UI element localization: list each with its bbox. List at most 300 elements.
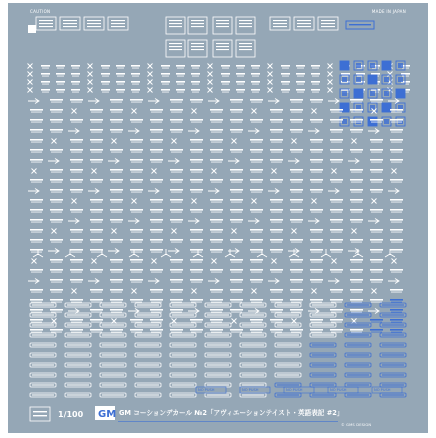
caution-text-decal [231,242,242,243]
caution-text-decal [72,76,79,77]
title-underline [118,421,338,422]
caution-text-decal [102,68,109,69]
copyright-label: © GMS DESIGN [341,423,372,427]
caution-text-decal [90,229,103,231]
decal-text-line [273,20,287,21]
caution-text-decal [42,76,49,77]
caution-text-decal [297,76,304,77]
caution-text-decal [390,319,403,321]
caution-text-decal [390,139,403,141]
caution-text-decal [291,292,302,293]
caution-text-decal [391,182,402,183]
caution-text-decal [250,329,263,331]
caution-text-decal [351,282,362,283]
caution-text-decal [51,112,62,113]
caution-text-decal [270,309,283,311]
caution-text-decal [70,119,83,121]
caution-text-decal [56,89,65,91]
caution-text-decal [31,252,42,253]
caution-text-decal [130,249,143,251]
caution-text-decal [250,229,263,231]
caution-text-decal [190,259,203,261]
caution-text-decal [237,92,244,93]
caution-text-decal [130,269,143,271]
caution-text-decal [270,269,283,271]
caution-text-decal [91,302,102,303]
caution-text-decal [30,319,43,321]
stencil-text [242,325,264,326]
stencil-text [382,365,404,366]
caution-text-decal [131,152,142,153]
product-title: GM コーションデカール №2「アヴィエーションテイスト・英語表記 #2」 [119,409,344,417]
stencil-text [67,365,89,366]
caution-text-decal [30,109,43,111]
caution-text-decal [371,322,382,323]
caution-text-decal [110,109,123,111]
stencil-text [382,325,404,326]
caution-text-decal [231,152,242,153]
caution-text-decal [391,302,402,303]
caution-text-decal [210,329,223,331]
caution-text-decal [351,172,362,173]
caution-text-decal [170,269,183,271]
scale-tag-line [33,411,47,412]
caution-text-decal [131,65,140,67]
caution-text-decal [370,189,383,191]
caution-text-decal [110,199,123,201]
caution-text-decal [350,99,363,101]
caution-text-decal [151,242,162,243]
caution-text-decal [350,109,363,111]
caution-text-decal [191,122,202,123]
caution-text-decal [310,209,323,211]
caution-text-decal [31,332,42,333]
caution-text-decal [250,169,263,171]
caution-text-decal [370,259,383,261]
caution-text-decal [331,222,342,223]
caution-text-decal [250,299,263,301]
caution-text-decal [310,329,323,331]
stencil-text [137,335,159,336]
caution-text-decal [210,289,223,291]
caution-text-decal [130,119,143,121]
caution-text-decal [390,269,403,271]
stencil-text [207,315,229,316]
caution-text-decal [117,92,124,93]
caution-text-decal [150,289,163,291]
caution-text-decal [191,182,202,183]
caution-text-decal [177,68,184,69]
caution-text-decal [236,89,245,91]
caution-text-decal [90,109,103,111]
caution-text-decal [177,84,184,85]
caution-text-decal [50,309,63,311]
caution-text-decal [151,202,162,203]
decal-text-line [216,26,229,27]
caution-text-decal [270,239,283,241]
caution-text-decal [291,212,302,213]
caution-text-decal [391,292,402,293]
caution-text-decal [57,68,64,69]
caution-text-decal [170,99,183,101]
caution-text-decal [330,229,343,231]
caution-text-decal [31,112,42,113]
caution-text-decal [371,282,382,283]
stencil-text [102,345,124,346]
caution-text-decal [270,159,283,161]
caution-text-decal [42,92,49,93]
caution-text-decal [310,139,323,141]
caution-text-decal [351,262,362,263]
stencil-text [312,375,334,376]
caution-text-decal [310,189,323,191]
caution-text-decal [191,252,202,253]
caution-text-decal [111,132,122,133]
caution-text-decal [210,149,223,151]
caution-text-decal [230,279,243,281]
caution-text-decal [291,102,302,103]
caution-text-decal [101,81,110,83]
caution-text-decal [270,199,283,201]
caution-text-decal [231,312,242,313]
caution-text-decal [310,319,323,321]
caution-text-decal [251,162,262,163]
stencil-text [67,315,89,316]
caution-text-decal [370,279,383,281]
decal-text-line [239,46,252,47]
caution-text-decal [170,109,183,111]
caution-text-decal [51,272,62,273]
caution-text-decal [91,272,102,273]
caution-text-decal [110,169,123,171]
stencil-text [382,335,404,336]
caution-text-decal [111,182,122,183]
caution-text-decal [171,152,182,153]
caution-text-decal [191,162,202,163]
decal-text-line [191,49,204,50]
caution-text-decal [221,73,230,75]
caution-text-decal [271,162,282,163]
caution-text-decal [116,65,125,67]
decal-text-line [191,46,204,47]
caution-text-decal [270,219,283,221]
stencil-text [382,395,404,396]
caution-text-decal [231,282,242,283]
caution-text-decal [291,272,302,273]
caution-text-decal [191,242,202,243]
caution-text-decal [130,299,143,301]
stencil-text [382,355,404,356]
decal-text-line [111,20,125,21]
caution-text-decal [31,322,42,323]
caution-text-decal [190,329,203,331]
caution-text-decal [176,81,185,83]
caution-text-decal [51,152,62,153]
caution-text-decal [371,262,382,263]
stencil-text [67,325,89,326]
caution-text-decal [350,199,363,201]
caution-text-decal [310,169,323,171]
stencil-text [172,355,194,356]
caution-text-decal [282,84,289,85]
caution-text-decal [171,182,182,183]
caution-text-decal [341,73,350,75]
caution-text-decal [90,289,103,291]
caution-text-decal [370,169,383,171]
caution-text-decal [311,272,322,273]
caution-text-decal [191,172,202,173]
caution-text-decal [236,65,245,67]
stencil-text [67,375,89,376]
decal-text-line [191,43,204,44]
caution-text-decal [91,212,102,213]
caution-text-decal [211,252,222,253]
caution-text-decal [90,149,103,151]
caution-text-decal [251,152,262,153]
caution-text-decal [271,242,282,243]
stencil-text [312,395,334,396]
stencil-text [242,365,264,366]
decal-text-line [216,46,229,47]
decal-text-line [63,26,77,27]
caution-text-decal [130,99,143,101]
caution-text-decal [111,202,122,203]
caution-text-decal [171,112,182,113]
caution-text-decal [71,152,82,153]
caution-text-decal [330,179,343,181]
caution-text-decal [31,302,42,303]
caution-text-decal [91,152,102,153]
caution-text-decal [312,76,319,77]
caution-text-decal [251,89,260,91]
caution-text-decal [50,129,63,131]
caution-text-decal [177,76,184,77]
stencil-text [347,355,369,356]
caution-text-decal [231,222,242,223]
caution-text-decal [237,76,244,77]
caution-text-decal [70,99,83,101]
caution-text-decal [111,212,122,213]
caution-text-decal [101,89,110,91]
stencil-text [347,315,369,316]
caution-text-decal [210,159,223,161]
caution-text-decal [231,332,242,333]
caution-text-decal [291,302,302,303]
caution-text-decal [310,179,323,181]
caution-text-decal [390,209,403,211]
caution-text-decal [370,209,383,211]
caution-text-decal [151,272,162,273]
caution-text-decal [297,84,304,85]
caution-text-decal [350,169,363,171]
caution-text-decal [290,239,303,241]
caution-text-decal [236,73,245,75]
caution-text-decal [250,149,263,151]
stencil-text [32,315,54,316]
caution-text-decal [151,162,162,163]
caution-text-decal [230,199,243,201]
caution-text-decal [330,159,343,161]
caution-text-decal [162,84,169,85]
caution-text-decal [311,73,320,75]
caution-text-decal [191,89,200,91]
caution-text-decal [170,129,183,131]
caution-text-decal [30,309,43,311]
caution-text-decal [211,132,222,133]
caution-text-decal [251,282,262,283]
caution-text-decal [130,279,143,281]
caution-text-decal [130,159,143,161]
caution-text-decal [210,319,223,321]
caution-text-decal [211,142,222,143]
caution-text-decal [51,262,62,263]
caution-text-decal [311,282,322,283]
caution-text-decal [291,242,302,243]
caution-text-decal [71,322,82,323]
caution-text-decal [371,152,382,153]
caution-text-decal [231,182,242,183]
caution-text-decal [150,219,163,221]
caution-text-decal [250,319,263,321]
caution-text-decal [371,172,382,173]
caution-text-decal [251,122,262,123]
caution-text-decal [350,129,363,131]
caution-text-decal [170,279,183,281]
caution-text-decal [370,159,383,161]
caution-text-decal [211,302,222,303]
caution-text-decal [170,199,183,201]
caution-text-decal [390,329,403,331]
caution-text-decal [72,68,79,69]
caution-text-decal [131,302,142,303]
caution-text-decal [370,239,383,241]
caution-text-decal [271,212,282,213]
caution-text-decal [162,92,169,93]
caution-text-decal [50,179,63,181]
caution-text-decal [351,292,362,293]
caution-text-decal [171,282,182,283]
stencil-text [312,365,334,366]
caution-text-decal [111,102,122,103]
caution-text-decal [170,239,183,241]
caution-text-decal [91,182,102,183]
caution-text-decal [391,202,402,203]
caution-text-decal [171,192,182,193]
caution-text-decal [330,209,343,211]
caution-text-decal [210,269,223,271]
caution-text-decal [230,119,243,121]
caution-text-decal [90,269,103,271]
caution-text-decal [131,162,142,163]
caution-text-decal [50,279,63,281]
caution-text-decal [391,132,402,133]
caution-text-decal [271,322,282,323]
caution-text-decal [131,73,140,75]
caution-text-decal [130,189,143,191]
stencil-text [277,345,299,346]
caution-text-decal [351,222,362,223]
caution-text-decal [91,292,102,293]
caution-text-decal [311,252,322,253]
caution-text-decal [162,68,169,69]
decal-text-line [239,20,252,21]
caution-text-decal [70,299,83,301]
caution-text-decal [331,202,342,203]
caution-text-decal [90,199,103,201]
caution-text-decal [252,68,259,69]
caution-text-decal [111,272,122,273]
caution-text-decal [351,102,362,103]
caution-text-decal [132,92,139,93]
caution-text-decal [150,109,163,111]
caution-text-decal [311,142,322,143]
caution-text-decal [251,102,262,103]
caution-text-decal [311,322,322,323]
caution-text-decal [351,302,362,303]
caution-text-decal [371,192,382,193]
stencil-text [32,365,54,366]
decal-text-line [111,23,125,24]
caution-text-decal [161,81,170,83]
decal-text-line [169,46,182,47]
caution-text-decal [250,259,263,261]
caution-text-decal [71,162,82,163]
caution-text-decal [56,65,65,67]
caution-text-decal [71,252,82,253]
caution-text-decal [230,169,243,171]
caution-text-decal [71,232,82,233]
caution-text-decal [371,182,382,183]
caution-text-decal [291,202,302,203]
caution-text-decal [250,209,263,211]
caution-text-decal [222,76,229,77]
stencil-text [102,355,124,356]
caution-text-decal [71,242,82,243]
caution-text-decal [210,239,223,241]
caution-text-decal [211,182,222,183]
stencil-text [137,305,159,306]
caution-text-decal [210,119,223,121]
caution-text-decal [131,232,142,233]
caution-text-decal [131,262,142,263]
stencil-text [67,305,89,306]
caution-text-decal [271,232,282,233]
stencil-text [67,385,89,386]
caution-text-decal [230,289,243,291]
caution-text-decal [231,292,242,293]
caution-text-decal [70,319,83,321]
caution-text-decal [222,68,229,69]
caution-text-decal [311,232,322,233]
caution-text-decal [350,239,363,241]
decal-text-line [321,26,335,27]
stencil-text [172,305,194,306]
stencil-text [242,335,264,336]
boxed-symbol-fill [398,63,403,68]
caution-text-decal [30,269,43,271]
caution-text-decal [331,322,342,323]
caution-text-decal [356,73,365,75]
caution-text-decal [231,192,242,193]
caution-text-decal [221,81,230,83]
no-push-label: NO PUSH [330,388,347,392]
caution-text-decal [71,262,82,263]
caution-text-decal [351,332,362,333]
caution-text-decal [51,192,62,193]
caution-text-decal [350,189,363,191]
caution-text-decal [271,122,282,123]
caution-text-decal [70,239,83,241]
